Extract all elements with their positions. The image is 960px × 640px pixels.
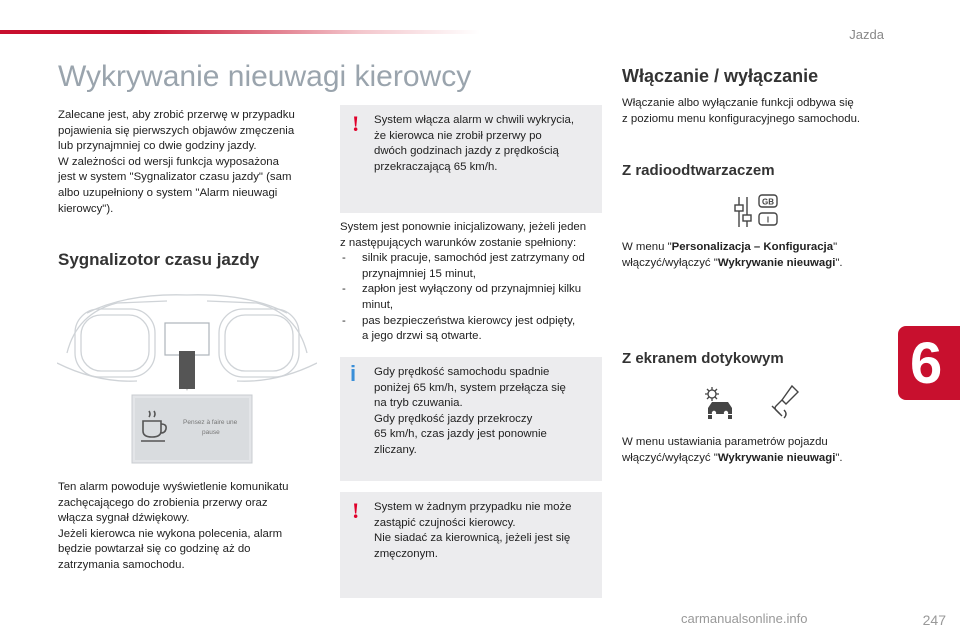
warning-line: że kierowca nie zrobił przerwy po	[374, 129, 542, 142]
warning-line: przekraczającą 65 km/h.	[374, 160, 498, 173]
menu-item-name: Wykrywanie nieuwagi	[717, 451, 836, 464]
info-line: Gdy prędkość jazdy przekroczy	[374, 412, 533, 425]
info-line: poniżej 65 km/h, system przełącza się	[374, 381, 566, 394]
touchscreen-instructions	[622, 435, 912, 466]
info-icon: i	[350, 361, 357, 386]
alarm-line: Ten alarm powoduje wyświetlenie komunikatu	[58, 481, 289, 493]
list-item-line: przynajmniej 15 minut,	[362, 267, 476, 280]
intro-line: pojawienia się pierwszych objawów zmęczenia	[58, 124, 295, 137]
watermark: carmanualsonline.info	[681, 611, 808, 626]
list-item-line: - zapłon jest wyłączony od przynajmniej kilku	[362, 283, 582, 296]
intro-line: Zalecane jest, aby zrobić przerwę w przypadku	[58, 109, 295, 121]
header-accent-bar	[0, 30, 480, 34]
list-item-line: minut,	[362, 298, 394, 311]
radio-instructions-line	[622, 240, 912, 256]
intro-paragraph	[58, 108, 328, 217]
warning-line: zastąpić czujności kierowcy.	[374, 516, 516, 529]
display-message-line: Pensez à faire une	[183, 419, 238, 426]
intro-line: W zależności od wersji funkcja wyposażona	[58, 155, 279, 168]
text-fragment: ".	[835, 256, 843, 269]
text-fragment: włączyć/wyłączyć "	[622, 451, 718, 464]
page-title: Wykrywanie nieuwagi kierowcy	[58, 60, 472, 93]
reinit-intro-line: System jest ponownie inicjalizowany, jeżeli jeden	[340, 221, 587, 233]
info-line: na tryb czuwania.	[374, 397, 463, 410]
list-item-line: - pas bezpieczeństwa kierowcy jest odpięty,	[362, 314, 576, 327]
text-fragment: W menu "	[622, 241, 672, 253]
warning-box-alarm	[340, 105, 602, 213]
reinit-intro-line: z następujących warunków zostanie spełniony:	[340, 236, 577, 249]
intro-line: kierowcy").	[58, 202, 114, 215]
info-line: zliczany.	[374, 443, 417, 456]
language-icon-label: I	[766, 215, 770, 225]
warning-line: zmęczonym.	[374, 547, 438, 560]
touchscreen-instructions-line	[622, 451, 912, 467]
info-text	[374, 365, 566, 459]
chapter-tab	[898, 326, 960, 400]
intro-line: lub przynajmniej co dwie godziny jazdy.	[58, 140, 257, 153]
alarm-line: Jeżeli kierowca nie wykona polecenia, alarm	[58, 527, 283, 540]
radio-instructions	[622, 240, 912, 271]
section-heading-toggle: Włączanie / wyłączanie	[622, 66, 819, 86]
page-number: 247	[922, 612, 946, 628]
list-item-line: - silnik pracuje, samochód jest zatrzymany od	[362, 252, 585, 265]
toggle-intro-line: z poziomu menu konfiguracyjnego samochodu.	[622, 112, 861, 125]
warning-line: Nie siadać za kierownicą, jeżeli jest się	[374, 532, 571, 545]
settings-menu-icon	[733, 193, 781, 233]
list-item	[340, 282, 602, 313]
language-icon-label: GB	[762, 197, 774, 207]
instrument-cluster-illustration	[57, 293, 317, 471]
info-line: 65 km/h, czas jazdy jest ponownie	[374, 428, 547, 441]
info-box-standby	[340, 357, 602, 481]
warning-line: System w żadnym przypadku nie może	[374, 501, 572, 513]
alarm-line: zachęcającego do zrobienia przerwy oraz	[58, 496, 268, 509]
warning-box-vigilance	[340, 492, 602, 598]
intro-line: jest w system "Sygnalizator czasu jazdy" (sam	[58, 171, 292, 184]
alarm-paragraph	[58, 480, 328, 574]
alarm-line: włącza sygnał dźwiękowy.	[58, 512, 190, 525]
list-item	[340, 314, 602, 345]
menu-name: Personalizacja – Konfiguracja	[671, 241, 834, 253]
alarm-line: będzie powtarzał się co godzinę aż do	[58, 543, 251, 556]
list-item-line: a jego drzwi są otwarte.	[362, 330, 482, 343]
chapter-number: 6	[910, 331, 943, 396]
warning-line: System włącza alarm w chwili wykrycia,	[374, 114, 575, 126]
reinit-conditions	[340, 220, 602, 345]
vehicle-settings-icon	[704, 386, 740, 420]
text-fragment: włączyć/wyłączyć "	[622, 256, 718, 269]
driving-assist-icon	[770, 384, 800, 420]
intro-line: albo uzupełniony o system "Alarm nieuwagi	[58, 186, 278, 199]
section-heading-trip-timer: Sygnalizotor czasu jazdy	[58, 250, 260, 269]
display-message-line: pause	[202, 429, 220, 436]
text-fragment: ".	[835, 451, 843, 464]
menu-item-name: Wykrywanie nieuwagi	[717, 256, 836, 269]
warning-icon: !	[352, 498, 360, 523]
section-label: Jazda	[849, 27, 884, 42]
info-line: Gdy prędkość samochodu spadnie	[374, 366, 550, 378]
touchscreen-instructions-line: W menu ustawiania parametrów pojazdu	[622, 436, 828, 448]
warning-text	[374, 500, 572, 562]
alarm-line: zatrzymania samochodu.	[58, 558, 185, 571]
toggle-intro-line: Włączanie albo wyłączanie funkcji odbywa się	[622, 97, 854, 109]
warning-icon: !	[352, 111, 360, 136]
subheading-radio: Z radioodtwarzaczem	[622, 162, 775, 179]
list-item	[340, 251, 602, 282]
warning-text	[374, 113, 574, 175]
subheading-touchscreen: Z ekranem dotykowym	[622, 350, 784, 367]
toggle-intro	[622, 96, 892, 127]
text-fragment: "	[833, 241, 838, 253]
warning-line: dwóch godzinach jazdy z prędkością	[374, 145, 559, 158]
radio-instructions-line	[622, 256, 912, 272]
